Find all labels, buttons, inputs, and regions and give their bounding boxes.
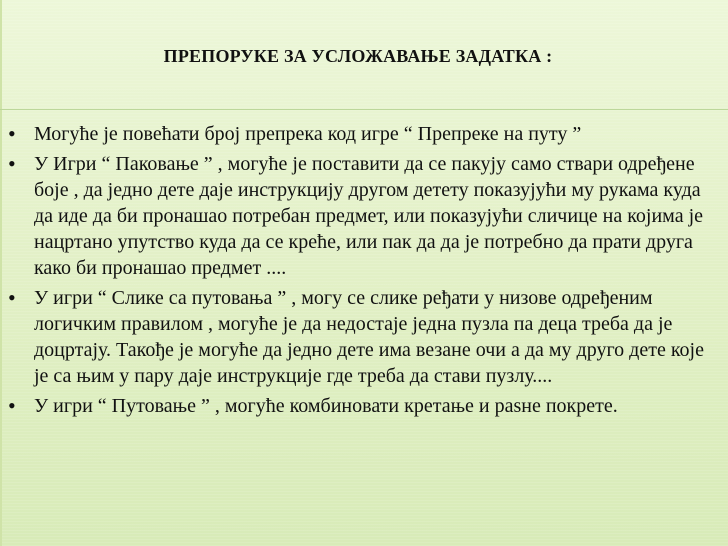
bullet-icon: • bbox=[8, 285, 16, 310]
slide-title: ПРЕПОРУКЕ ЗА УСЛОЖАВАЊЕ ЗАДАТКА : bbox=[163, 46, 553, 66]
bullet-text: Могуће је повећати број препрека код игре “ Препреке на путу ” bbox=[34, 123, 582, 145]
bullet-list bbox=[0, 121, 728, 423]
bullet-text: У игри “ Путовање ” , могуће комбиновати кретање и раsне покрете. bbox=[34, 395, 618, 417]
bullet-item-4 bbox=[0, 393, 728, 419]
bullet-text: У игри “ Слике са путовања ” , могу се слике ређати у низове одређеним логичким правилом , могуће је да недостаје једна пузла па деца треба да је доцртају. Такође је могуће да једно дете има везане очи а да му друго дете које је са њим у пару даје инструкције где треба да стави пузлу.... bbox=[34, 287, 704, 387]
bullet-item-3 bbox=[0, 285, 728, 389]
bullet-item-2 bbox=[0, 151, 728, 281]
bullet-icon: • bbox=[8, 393, 16, 418]
title-area bbox=[0, 0, 728, 110]
bullet-icon: • bbox=[8, 121, 16, 146]
bullet-icon: • bbox=[8, 151, 16, 176]
bullet-item-1 bbox=[0, 121, 728, 147]
bullet-text: У Игри “ Паковање ” , могуће је поставити да се пакују само ствари одређене боје , да једно дете даје инструкцију другом детету показујући му рукама куда да иде да би пронашао потребан предмет, или показујући сличице на којима је нацртано упутство куда да се креће, или пак да да је потребно да прати друга како би пронашао предмет .... bbox=[34, 153, 704, 279]
